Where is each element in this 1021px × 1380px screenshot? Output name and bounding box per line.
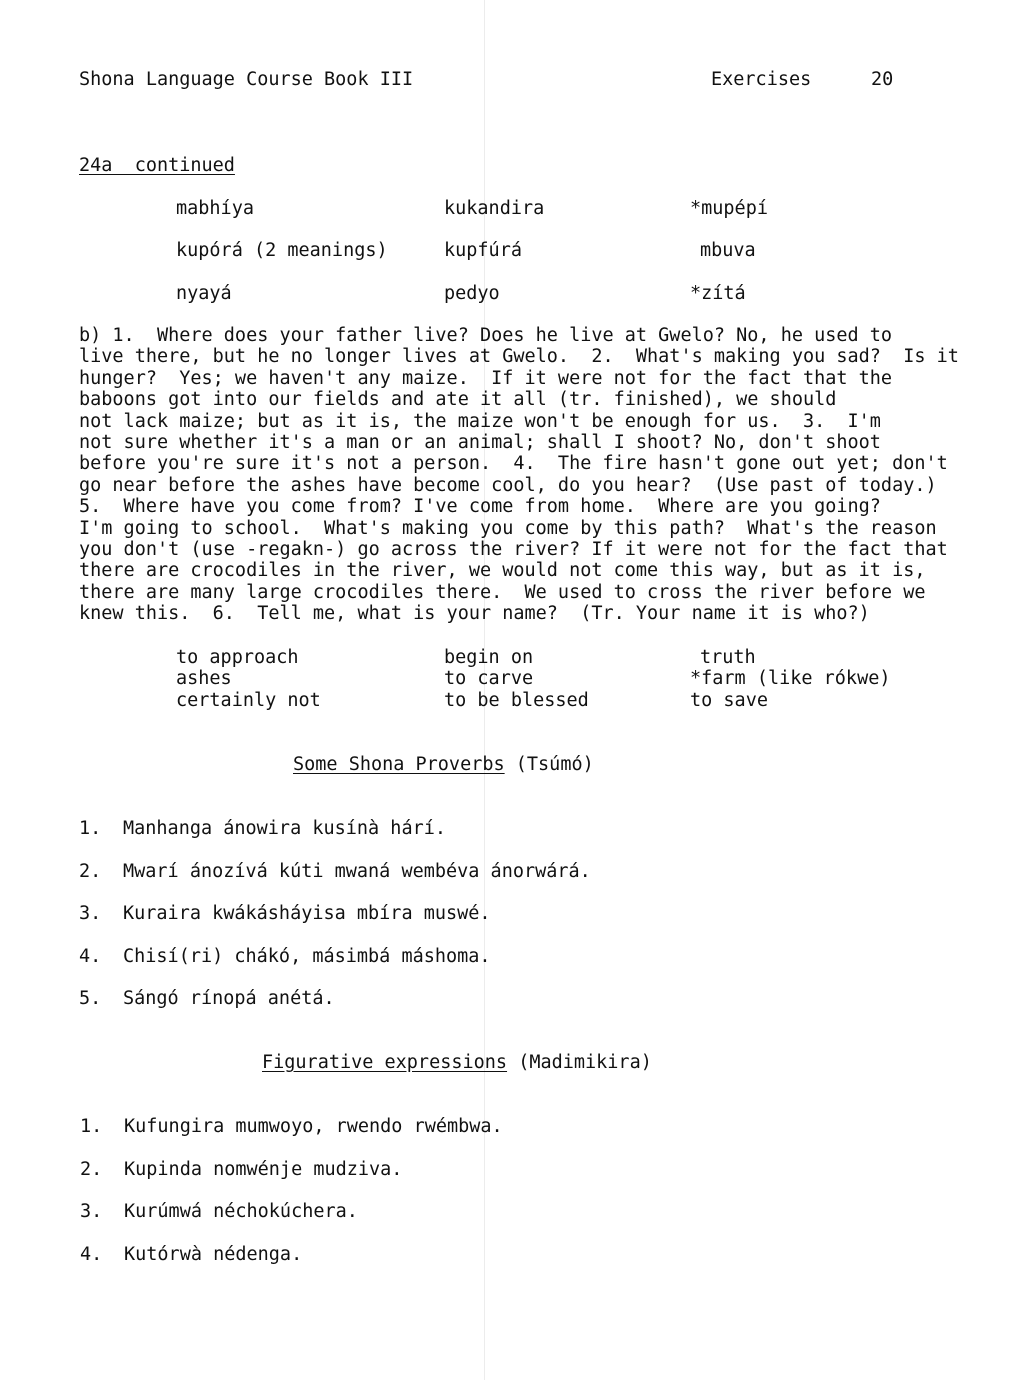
exercise-heading: 24a continued [79, 155, 235, 176]
proverb-number: 5. [79, 988, 102, 1009]
vocab-b-cell: to approach [176, 647, 299, 668]
figurative-number: 1. [80, 1116, 103, 1137]
vocab-a-cell: kupórá (2 meanings) [176, 240, 388, 261]
vocab-b-cell: to be blessed [444, 690, 589, 711]
vocab-a-cell: kukandira [444, 198, 545, 219]
paragraph-line: 5. Where have you come from? I've come from home. Where are you going? [79, 496, 881, 518]
paragraph-line: not sure whether it's a man or an animal; shall I shoot? No, don't shoot [79, 432, 881, 454]
header-page-number: 20 [871, 69, 894, 90]
paragraph-line: knew this. 6. Tell me, what is your name? (Tr. Your name it is who?) [79, 603, 870, 625]
figurative-heading [262, 1052, 652, 1073]
figurative-text: Kurúmwá néchokúchera. [124, 1201, 358, 1222]
part-b-paragraph [79, 325, 959, 625]
vocab-a-cell: kupfúrá [444, 240, 522, 261]
paragraph-line: there are crocodiles in the river, we would not come this way, but as it is, [79, 560, 926, 582]
vocab-b-cell: truth [700, 647, 756, 668]
proverb-number: 1. [79, 818, 102, 839]
paragraph-line: b) 1. Where does your father live? Does he live at Gwelo? No, he used to [79, 325, 893, 346]
proverb-text: Manhanga ánowira kusínà hárí. [123, 818, 447, 839]
paragraph-line: before you're sure it's not a person. 4. The fire hasn't gone out yet; don't [79, 453, 948, 475]
figurative-text: Kupinda nomwénje mudziva. [124, 1159, 403, 1180]
figurative-number: 4. [80, 1244, 103, 1265]
vocab-b-cell: certainly not [176, 690, 321, 711]
paragraph-line: there are many large crocodiles there. We used to cross the river before we [79, 581, 926, 603]
vocab-b-cell: to carve [444, 668, 534, 689]
header-section: Exercises [711, 69, 812, 90]
proverbs-heading [293, 754, 594, 775]
paragraph-line: hunger? Yes; we haven't any maize. If it were not for the fact that the [79, 367, 893, 389]
proverb-number: 2. [79, 861, 102, 882]
proverb-text: Mwarí ánozívá kúti mwaná wembéva ánorwárá. [123, 861, 591, 882]
figurative-text: Kutórwà nédenga. [124, 1244, 303, 1265]
figurative-number: 3. [80, 1201, 103, 1222]
paragraph-line: baboons got into our fields and ate it all (tr. finished), we should [79, 389, 837, 411]
vocab-b-cell: begin on [444, 647, 534, 668]
figurative-text: Kufungira mumwoyo, rwendo rwémbwa. [124, 1116, 503, 1137]
paragraph-line: live there, but he no longer lives at Gwelo. 2. What's making you sad? Is it [79, 346, 959, 368]
figurative-number: 2. [80, 1159, 103, 1180]
figurative-title: Figurative expressions [262, 1052, 508, 1073]
figurative-title-suffix: (Madimikira) [518, 1052, 652, 1073]
proverbs-title-suffix: (Tsúmó) [515, 754, 594, 775]
proverb-number: 3. [79, 903, 102, 924]
vocab-a-cell: pedyo [444, 283, 500, 304]
vocab-b-cell: to save [690, 690, 768, 711]
proverbs-title: Some Shona Proverbs [293, 754, 505, 775]
paragraph-line: not lack maize; but as it is, the maize won't be enough for us. 3. I'm [79, 410, 881, 432]
paragraph-line: you don't (use -regakn-) go across the river? If it were not for the fact that [79, 539, 948, 561]
vocab-a-cell: mbuva [700, 240, 756, 261]
vocab-a-cell: *zítá [690, 283, 746, 304]
header-book-title: Shona Language Course Book III [79, 69, 414, 90]
vocab-b-cell: ashes [176, 668, 232, 689]
vocab-b-cell: *farm (like rókwe) [690, 668, 891, 689]
vocab-a-cell: nyayá [176, 283, 232, 304]
paragraph-line: go near before the ashes have become cool, do you hear? (Use past of today.) [79, 474, 937, 496]
proverb-text: Sángó rínopá anétá. [123, 988, 335, 1009]
proverb-number: 4. [79, 946, 102, 967]
vocab-a-cell: mabhíya [176, 198, 254, 219]
vocab-a-cell: *mupépí [690, 198, 768, 219]
paragraph-line: I'm going to school. What's making you come by this path? What's the reason [79, 517, 937, 539]
proverb-text: Kuraira kwákásháyisa mbíra muswé. [123, 903, 491, 924]
proverb-text: Chisí(ri) chákó, másimbá máshoma. [123, 946, 491, 967]
